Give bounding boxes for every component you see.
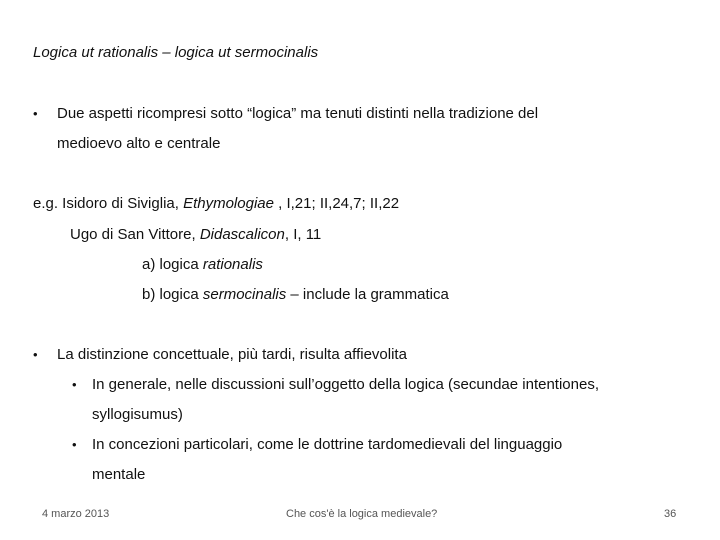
footer-date: 4 marzo 2013 bbox=[42, 508, 110, 520]
example-hugo-refs: , I, 11 bbox=[284, 226, 322, 243]
sub-bullet-1-line-1: In generale, nelle discussioni sull’oggetto della logica (secundae intentiones, bbox=[92, 376, 599, 393]
item-b-suffix: – include la grammatica bbox=[286, 286, 449, 303]
example-hugo-work: Didascalicon bbox=[199, 226, 285, 243]
title-text: Logica ut rationalis – logica ut sermocinalis bbox=[33, 44, 319, 61]
sub-bullet-2-marker: • bbox=[72, 437, 77, 452]
item-a-prefix: a) logica bbox=[142, 256, 203, 273]
item-b-term: sermocinalis bbox=[202, 286, 287, 303]
bullet-1-marker: • bbox=[33, 106, 38, 121]
sub-bullet-2-line-1: In concezioni particolari, come le dottrine tardomedievali del linguaggio bbox=[92, 436, 563, 453]
item-a-term: rationalis bbox=[202, 256, 263, 273]
example-isidoro bbox=[33, 194, 399, 214]
example-isidoro-refs: , I,21; II,24,7; II,22 bbox=[273, 195, 400, 212]
item-b-prefix: b) logica bbox=[142, 286, 203, 303]
example-isidoro-work: Ethymologiae bbox=[183, 195, 274, 212]
sub-bullet-2-line-2: mentale bbox=[92, 466, 146, 483]
example-isidoro-prefix: e.g. Isidoro di Siviglia, bbox=[33, 195, 184, 212]
example-hugo bbox=[70, 225, 321, 245]
example-hugo-prefix: Ugo di San Vittore, bbox=[70, 226, 200, 243]
bullet-2-marker: • bbox=[33, 347, 38, 362]
item-b bbox=[142, 285, 449, 305]
bullet-2-text: La distinzione concettuale, più tardi, risulta affievolita bbox=[57, 346, 407, 363]
slide-title bbox=[33, 43, 318, 63]
item-a bbox=[142, 255, 263, 275]
footer-center-title: Che cos'è la logica medievale? bbox=[286, 508, 438, 520]
bullet-1-line-2: medioevo alto e centrale bbox=[57, 135, 221, 152]
footer-page-number: 36 bbox=[664, 508, 677, 520]
bullet-1-line-1: Due aspetti ricompresi sotto “logica” ma tenuti distinti nella tradizione del bbox=[57, 105, 539, 122]
sub-bullet-1-marker: • bbox=[72, 377, 77, 392]
sub-bullet-1-line-2: syllogisumus) bbox=[92, 406, 183, 423]
